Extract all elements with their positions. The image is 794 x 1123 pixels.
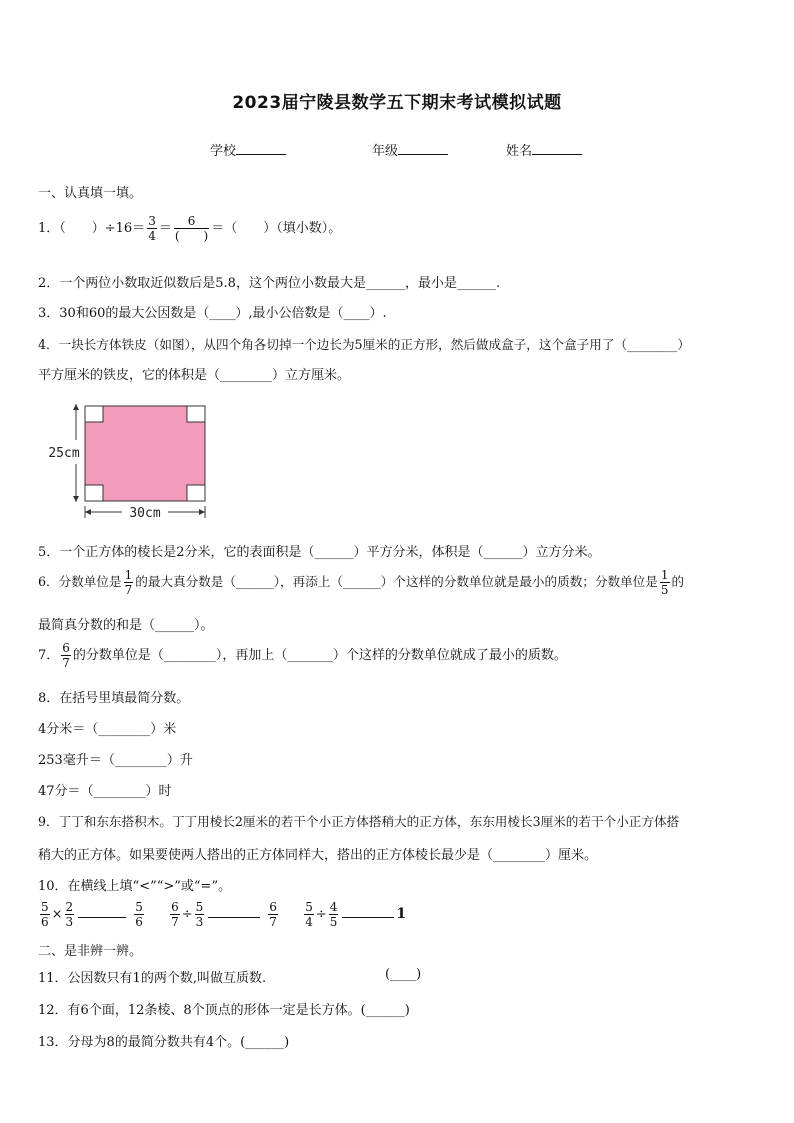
q10-e1-answer-blank[interactable] [78,905,126,918]
question-7 [38,641,567,670]
name-label: 姓名 [506,144,533,159]
question-10-heading: 10．在横线上填“<”“>”或“=”。 [38,879,232,894]
question-10-expressions [38,900,406,929]
q1-f1-denominator: 4 [148,229,156,243]
q7-fraction [61,641,71,670]
q10-e1-r-den: 6 [135,915,143,929]
q6-f2-denominator: 5 [660,583,669,597]
school-field [210,140,286,159]
height-arrow-down [73,496,79,502]
q6-text-b: 的最大真分数是（______），再添上（______）个这样的分数单位就是最小的质数；分数单位是 [135,574,658,589]
question-11 [38,967,266,986]
q1-fraction-1 [147,214,157,243]
school-blank [236,142,286,155]
question-8-heading: 8．在括号里填最简分数。 [38,691,190,706]
q1-suffix: ＝（ ）（填小数）。 [211,221,342,236]
grade-field [372,140,448,159]
q10-e1-b-den: 3 [65,915,74,929]
sheet-diagram [40,396,220,526]
question-1 [38,214,341,243]
corner-cut-top-right [187,406,205,422]
q10-e1-operator: × [51,907,63,922]
q7-denominator: 7 [62,656,70,670]
q10-e3-result: 1 [396,906,407,922]
q6-fraction-1 [124,568,134,597]
q10-e2-frac-result [268,900,278,929]
q10-e2-r-num: 6 [269,900,277,914]
q10-e1-a-num: 5 [41,900,49,914]
q10-e3-a-num: 5 [305,900,313,914]
q10-e2-answer-blank[interactable] [208,905,260,918]
q1-f2-denominator: ( ) [174,229,209,243]
q10-e3-answer-blank[interactable] [342,905,394,918]
corner-cut-bottom-right [187,485,205,501]
width-label: 30cm [129,506,161,521]
q10-e3-frac-b [329,900,339,929]
page-title: 2023届宁陵县数学五下期末考试模拟试题 [232,93,562,113]
q7-numerator: 6 [62,641,70,655]
question-12: 12．有6个面，12条棱、8个顶点的形体一定是长方体。(______) [38,1003,410,1018]
question-8-row-2: 253毫升＝（________）升 [38,753,193,768]
question-8-row-3: 47分＝（________）时 [38,784,172,799]
q10-e1-frac-b [65,900,75,929]
height-arrow-up [73,404,79,410]
width-arrow-left [85,509,91,515]
q10-e1-frac-a [40,900,50,929]
q10-e2-b-num: 5 [195,900,204,914]
q10-e2-a-num: 6 [171,900,179,914]
question-8-row-1: 4分米＝（________）米 [38,722,177,737]
question-4-line-2: 平方厘米的铁皮，它的体积是（________）立方厘米。 [38,368,351,383]
question-4-line-1: 4．一块长方体铁皮（如图），从四个角各切掉一个边长为5厘米的正方形，然后做成盒子，这个盒子用了（________） [38,337,691,352]
q10-e2-frac-b [195,900,205,929]
q6-f1-numerator: 1 [124,568,133,582]
q10-e2-operator: ÷ [181,907,193,922]
q7-text: 的分数单位是（________），再加上（_______）个这样的分数单位就成了最小的质数。 [72,648,567,663]
q10-e2-frac-a [170,900,180,929]
q10-e1-r-num: 5 [135,900,143,914]
q1-fraction-2 [174,214,209,243]
grade-label: 年级 [372,144,399,159]
question-6-line-2: 最简真分数的和是（______）。 [38,618,214,633]
q1-prefix: 1．（ ）÷16＝ [38,221,146,236]
q7-number: 7． [38,648,60,663]
q10-e3-operator: ÷ [315,907,327,922]
question-13: 13．分母为8的最简分数共有4个。(______) [38,1035,290,1050]
q6-f2-numerator: 1 [660,568,669,582]
name-field [506,140,582,159]
q6-fraction-2 [660,568,670,597]
question-6-line-1 [38,568,684,597]
q1-equals: ＝ [158,221,172,236]
q1-f2-numerator: 6 [174,214,209,229]
q6-text-c: 的 [671,574,685,589]
question-3: 3．30和60的最大公因数是（____）,最小公倍数是（____）. [38,306,387,321]
question-2: 2．一个两位小数取近似数后是5.8，这个两位小数最大是______，最小是______. [38,276,501,291]
q10-e3-frac-a [304,900,314,929]
q10-e3-b-num: 4 [329,900,338,914]
q6-f1-denominator: 7 [124,583,133,597]
question-9-line-2: 稍大的正方体。如果要使两人搭出的正方体同样大，搭出的正方体棱长最少是（________）厘米。 [38,848,598,863]
q10-e1-frac-result [134,900,144,929]
q11-answer-paren: (____) [385,967,422,982]
q10-e2-b-den: 3 [195,915,204,929]
height-label: 25cm [48,446,80,461]
corner-cut-top-left [85,406,103,422]
name-blank [532,142,582,155]
q10-e1-a-den: 6 [41,915,49,929]
section-1-heading: 一、认真填一填。 [38,186,143,201]
corner-cut-bottom-left [85,485,103,501]
question-9-line-1: 9．丁丁和东东搭积木。丁丁用棱长2厘米的若干个小正方体搭稍大的正方体，东东用棱长3厘米的若干个小正方体搭 [38,814,680,829]
width-arrow-right [199,509,205,515]
q10-e3-a-den: 4 [305,915,313,929]
grade-blank [398,142,448,155]
q10-e3-b-den: 5 [329,915,338,929]
section-2-heading: 二、是非辨一辨。 [38,944,143,959]
q1-f1-numerator: 3 [148,214,156,228]
school-label: 学校 [210,144,237,159]
q11-text: 11．公因数只有1的两个数,叫做互质数. [38,971,267,986]
q6-text-a: 6．分数单位是 [38,574,122,589]
q10-e2-a-den: 7 [171,915,179,929]
q10-e2-r-den: 7 [269,915,277,929]
q10-e1-b-num: 2 [65,900,74,914]
question-5: 5．一个正方体的棱长是2分米，它的表面积是（______）平方分米，体积是（______）立方分米。 [38,545,601,560]
